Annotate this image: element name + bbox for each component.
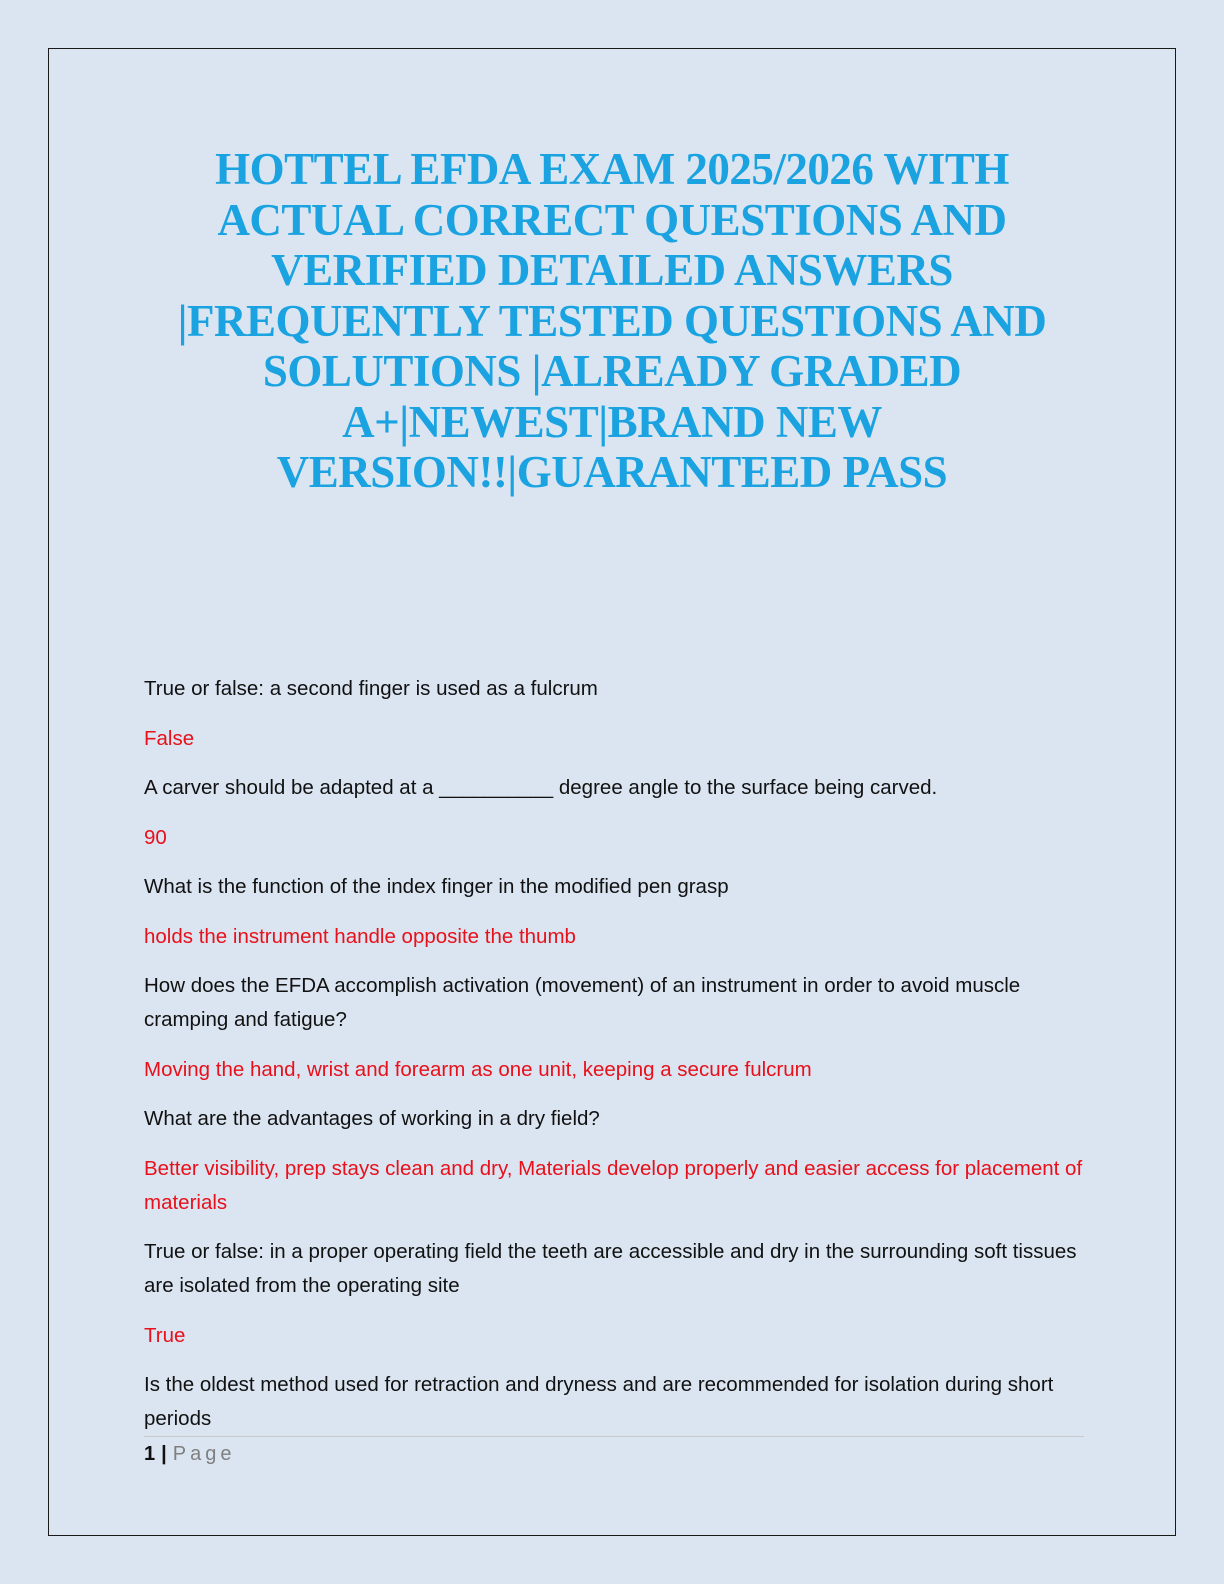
question-text: True or false: in a proper operating field the teeth are accessible and dry in the surrounding soft tissues are isolated from the operating site	[144, 1240, 1077, 1297]
footer-divider	[144, 1436, 1084, 1437]
document-title	[140, 144, 1084, 498]
answer-text: holds the instrument handle opposite the thumb	[144, 924, 576, 948]
page-number: 1	[144, 1443, 156, 1465]
question-text: What are the advantages of working in a dry field?	[144, 1107, 600, 1130]
answer-text: Better visibility, prep stays clean and dry, Materials develop properly and easier access for placement of materials	[144, 1156, 1083, 1214]
title-line: SOLUTIONS |ALREADY GRADED	[262, 346, 962, 396]
title-line: |FREQUENTLY TESTED QUESTIONS AND	[177, 295, 1047, 346]
title-line: ACTUAL CORRECT QUESTIONS AND	[217, 194, 1007, 245]
answer-text: False	[144, 726, 195, 750]
title-line: VERIFIED DETAILED ANSWERS	[271, 245, 953, 295]
footer-separator: |	[161, 1443, 167, 1465]
answer-text: True	[144, 1323, 186, 1347]
question-text: True or false: a second finger is used as a fulcrum	[144, 677, 598, 700]
question-text: A carver should be adapted at a __________ degree angle to the surface being carved.	[144, 776, 938, 799]
question-text: How does the EFDA accomplish activation (movement) of an instrument in order to avoid muscle cramping and fatigue?	[144, 974, 1021, 1031]
question-text: What is the function of the index finger in the modified pen grasp	[144, 875, 729, 898]
title-line: VERSION!!|GUARANTEED PASS	[276, 447, 948, 497]
page-label: Page	[172, 1443, 236, 1465]
question-text: Is the oldest method used for retraction and dryness and are recommended for isolation during short periods	[144, 1373, 1054, 1430]
title-line: A+|NEWEST|BRAND NEW	[342, 396, 882, 447]
page-footer	[144, 1440, 235, 1468]
answer-text: Moving the hand, wrist and forearm as one unit, keeping a secure fulcrum	[144, 1057, 812, 1081]
answer-text: 90	[144, 825, 167, 849]
title-line: HOTTEL EFDA EXAM 2025/2026 WITH	[215, 144, 1009, 194]
question-answer-list	[144, 672, 1084, 1452]
